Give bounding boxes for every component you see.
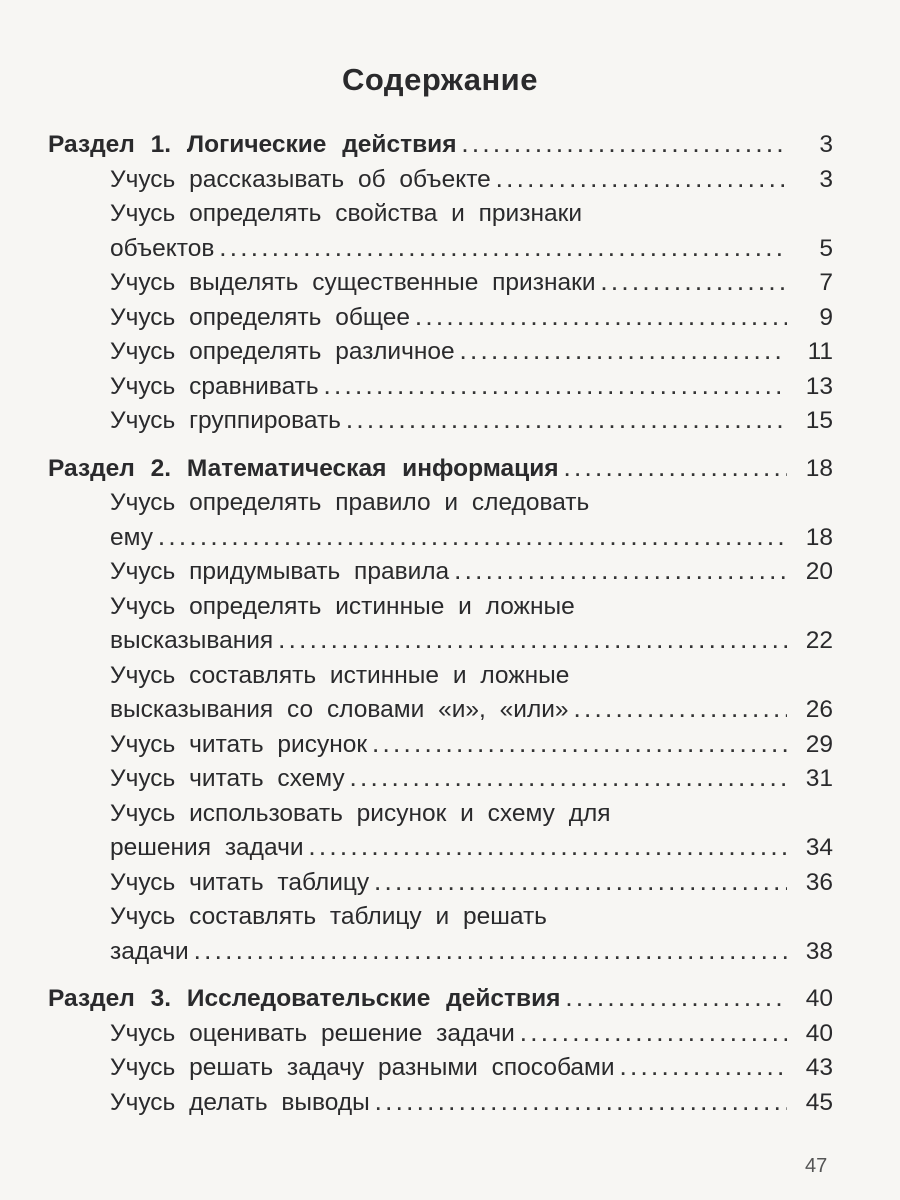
entry-title: высказывания [110,627,274,654]
section-title: Раздел 1. Логические действия [48,131,457,158]
entry-title: решения задачи [110,834,304,861]
entry-title: высказывания со словами «и», «или» [110,696,569,723]
toc-section-1[interactable] [48,128,833,163]
entry-page-number: 3 [819,165,833,193]
dot-leader [325,371,787,406]
toc-entry-line[interactable] [48,266,833,301]
toc-entry-line[interactable] [48,232,833,267]
toc-entry-line[interactable] [48,831,833,866]
toc-entry-line[interactable] [48,797,833,832]
entry-title: Учусь решать задачу разными способами [110,1054,615,1081]
toc-entry-line[interactable] [48,521,833,556]
dot-leader [565,453,787,488]
entry-title: объектов [110,234,215,262]
toc-entry-line[interactable] [48,197,833,232]
entry-title: Учусь составлять истинные и ложные [110,661,570,689]
toc-entry-line[interactable] [48,335,833,370]
dot-leader [575,694,787,729]
entry-page-number: 36 [805,868,833,896]
entry-page-number: 20 [805,558,833,585]
entry-title: Учусь определять различное [110,338,455,365]
toc-section-2[interactable] [48,452,833,487]
dot-leader [376,1087,787,1122]
toc-entry-line[interactable] [48,866,833,901]
page-number: 47 [805,1155,828,1177]
entry-title: ему [110,523,153,551]
toc-entry-line[interactable] [48,624,833,659]
toc-entry-line[interactable] [48,1017,833,1052]
dot-leader [521,1018,787,1053]
toc-entry-line[interactable] [48,900,833,935]
entry-title: Учусь определять общее [110,303,410,331]
entry-page-number: 45 [805,1088,833,1116]
section-page-number: 18 [805,454,833,482]
dot-leader [351,763,787,798]
dot-leader [195,936,787,971]
dot-leader [373,729,787,764]
entry-title: Учусь определять правило и следовать [110,489,590,516]
toc-entry-line[interactable] [48,693,833,728]
entry-title: Учусь сравнивать [110,372,319,400]
section-title: Раздел 3. Исследовательские действия [48,985,561,1012]
toc-entry-line[interactable] [48,301,833,336]
dot-leader [416,302,787,337]
dot-leader [621,1052,787,1087]
dot-leader [347,405,787,440]
entry-title: Учусь выделять существенные признаки [110,269,596,296]
entry-page-number: 31 [805,765,833,792]
entry-page-number: 9 [819,303,833,331]
dot-leader [310,832,787,867]
entry-title: Учусь делать выводы [110,1088,370,1116]
entry-page-number: 26 [805,696,833,723]
dot-leader [463,129,787,164]
dot-leader [375,867,787,902]
entry-title: Учусь рассказывать об объекте [110,165,491,193]
entry-page-number: 5 [819,234,833,262]
entry-page-number: 38 [805,937,833,965]
entry-page-number: 34 [805,834,833,861]
entry-title: Учусь читать схему [110,765,345,792]
entry-page-number: 22 [805,627,833,654]
toc-entry-line[interactable] [48,935,833,970]
entry-title: Учусь определять свойства и признаки [110,200,583,227]
toc-entry-line[interactable] [48,728,833,763]
toc-entry-line[interactable] [48,555,833,590]
entry-page-number: 18 [805,523,833,551]
section-page-number: 3 [819,131,833,158]
entry-title: Учусь определять истинные и ложные [110,592,575,620]
dot-leader [455,556,787,591]
toc-entry-line[interactable] [48,659,833,694]
entry-page-number: 43 [805,1054,833,1081]
toc-entry-line[interactable] [48,762,833,797]
entry-page-number: 7 [819,269,833,296]
entry-title: Учусь группировать [110,407,341,434]
entry-page-number: 29 [805,730,833,758]
table-of-contents [48,128,833,1120]
entry-title: задачи [110,937,189,965]
toc-entry-line[interactable] [48,590,833,625]
entry-title: Учусь использовать рисунок и схему для [110,799,611,827]
section-page-number: 40 [805,985,833,1012]
entry-title: Учусь читать таблицу [110,868,370,896]
page-title: Содержание [342,62,538,97]
dot-leader [602,267,787,302]
toc-section-3[interactable] [48,982,833,1017]
entry-page-number: 40 [805,1019,833,1047]
toc-entry-line[interactable] [48,1086,833,1121]
entry-title: Учусь придумывать правила [110,558,450,585]
dot-leader [279,625,787,660]
dot-leader [220,233,787,268]
dot-leader [566,983,787,1018]
toc-entry-line[interactable] [48,370,833,405]
entry-title: Учусь составлять таблицу и решать [110,903,547,930]
entry-page-number: 11 [807,338,833,365]
toc-entry-line[interactable] [48,486,833,521]
toc-entry-line[interactable] [48,404,833,439]
entry-title: Учусь оценивать решение задачи [110,1019,515,1047]
dot-leader [497,164,787,199]
entry-page-number: 15 [805,407,833,434]
toc-entry-line[interactable] [48,163,833,198]
toc-entry-line[interactable] [48,1051,833,1086]
entry-page-number: 13 [805,372,833,400]
entry-title: Учусь читать рисунок [110,730,368,758]
dot-leader [461,336,787,371]
dot-leader [159,522,787,557]
section-title: Раздел 2. Математическая информация [48,454,559,482]
